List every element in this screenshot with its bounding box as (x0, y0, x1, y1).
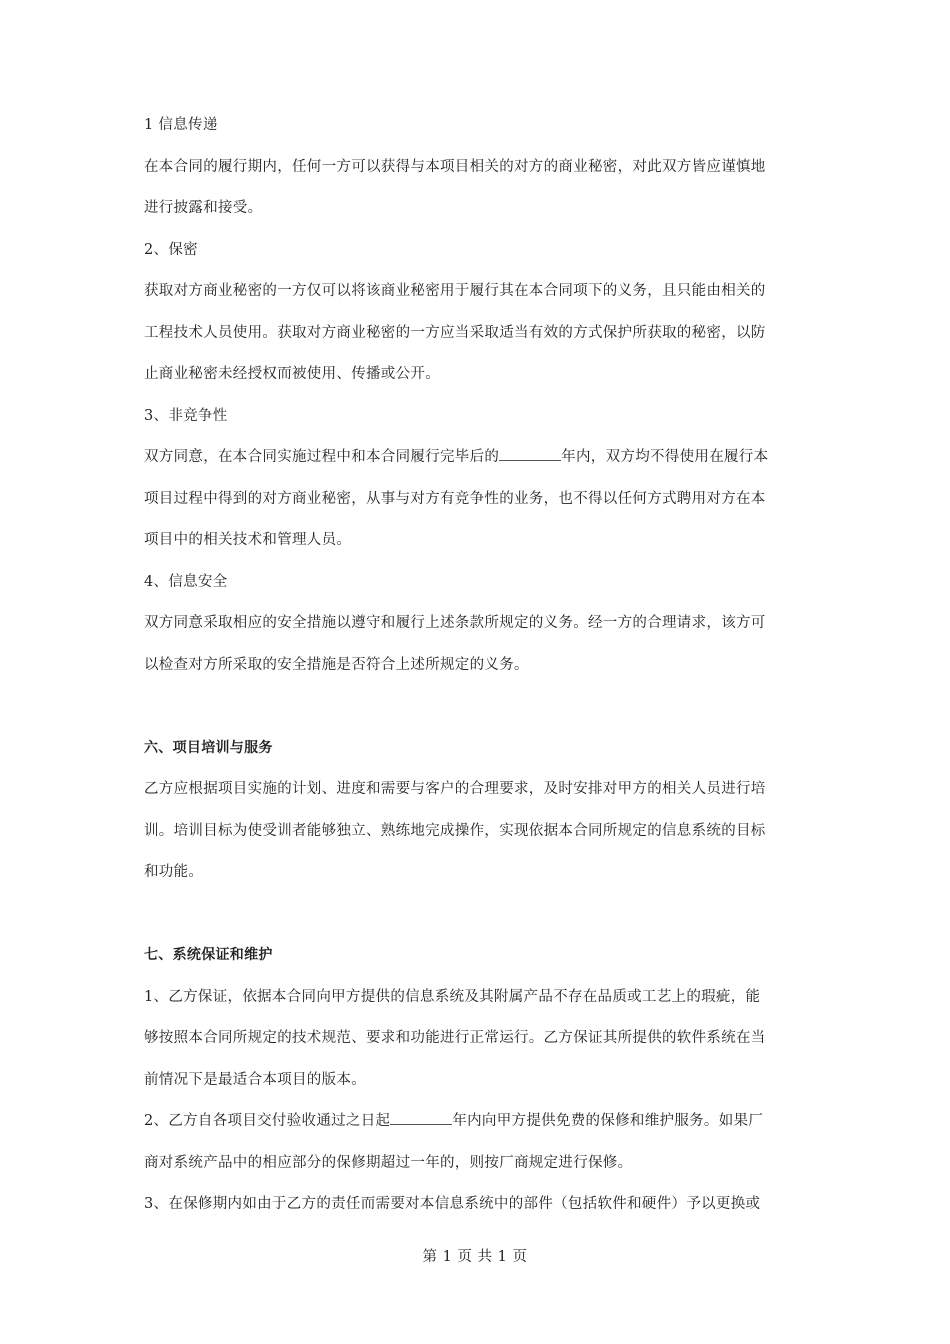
paragraph-line: 双方同意采取相应的安全措施以遵守和履行上述条款所规定的义务。经一方的合理请求，该方可 (144, 615, 766, 631)
document-body (144, 110, 808, 1231)
clause-title: 1 信息传递 (144, 117, 218, 133)
clause-title: 2、保密 (144, 241, 198, 258)
paragraph-text: 双方同意，在本合同实施过程中和本合同履行完毕后的 (144, 449, 500, 465)
paragraph-line: 训。培训目标为使受训者能够独立、熟练地完成操作，实现依据本合同所规定的信息系统的目标 (144, 822, 766, 839)
fill-in-blank[interactable] (499, 442, 561, 461)
paragraph-text: 年内，双方均不得使用在履行本 (561, 449, 769, 465)
paragraph-line (144, 442, 808, 484)
section-heading: 六、项目培训与服务 (144, 739, 273, 756)
paragraph-line: 止商业秘密未经授权而被使用、传播或公开。 (144, 366, 440, 382)
paragraph-line: 项目过程中得到的对方商业秘密，从事与对方有竞争性的业务，也不得以任何方式聘用对方在本 (144, 490, 766, 507)
paragraph-line: 获取对方商业秘密的一方仅可以将该商业秘密用于履行其在本合同项下的义务，且只能由相关的 (144, 283, 766, 299)
paragraph-line: 进行披露和接受。 (144, 200, 263, 216)
clause-title: 4、信息安全 (144, 573, 228, 590)
paragraph-line: 1、乙方保证，依据本合同向甲方提供的信息系统及其附属产品不存在品质或工艺上的瑕疵，能 (144, 988, 761, 1005)
fill-in-blank[interactable] (390, 1106, 452, 1125)
paragraph-line: 商对系统产品中的相应部分的保修期超过一年的，则按厂商规定进行保修。 (144, 1154, 633, 1171)
section-heading: 七、系统保证和维护 (144, 947, 273, 963)
paragraph-text: 年内向甲方提供免费的保修和维护服务。如果厂 (452, 1113, 764, 1129)
paragraph-line: 够按照本合同所规定的技术规范、要求和功能进行正常运行。乙方保证其所提供的软件系统在当 (144, 1030, 766, 1046)
paragraph-line: 在本合同的履行期内，任何一方可以获得与本项目相关的对方的商业秘密，对此双方皆应谨慎地 (144, 158, 766, 175)
paragraph-line: 工程技术人员使用。获取对方商业秘密的一方应当采取适当有效的方式保护所获取的秘密，以防 (144, 324, 766, 341)
paragraph-line: 和功能。 (144, 864, 204, 880)
paragraph-text: 2、乙方自各项目交付验收通过之日起 (144, 1113, 391, 1129)
paragraph-line: 3、在保修期内如由于乙方的责任而需要对本信息系统中的部件（包括软件和硬件）予以更换或 (144, 1196, 761, 1212)
paragraph-line: 乙方应根据项目实施的计划、进度和需要与客户的合理要求，及时安排对甲方的相关人员进行培 (144, 781, 766, 797)
paragraph-line: 前情况下是最适合本项目的版本。 (144, 1071, 366, 1088)
page-number-footer: 第 1 页 共 1 页 (422, 1249, 528, 1265)
section-gap (144, 691, 808, 733)
clause-title: 3、非竞争性 (144, 407, 228, 424)
section-gap (144, 899, 808, 941)
paragraph-line: 以检查对方所采取的安全措施是否符合上述所规定的义务。 (144, 656, 529, 673)
paragraph-line (144, 1106, 808, 1148)
paragraph-line: 项目中的相关技术和管理人员。 (144, 532, 352, 548)
